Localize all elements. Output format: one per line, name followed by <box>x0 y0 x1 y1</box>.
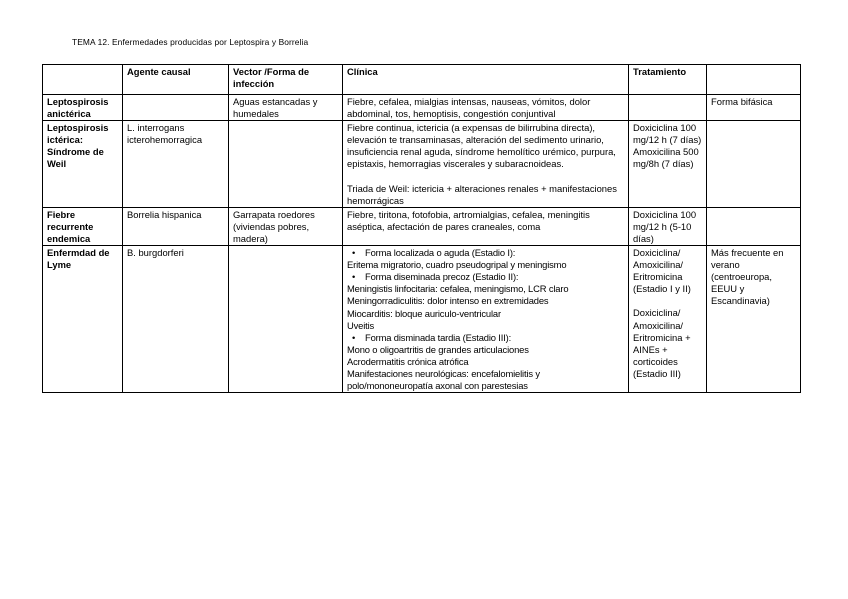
header-vector: Vector /Forma de infección <box>229 65 343 95</box>
clinic-line: Mono o oligoartritis de grandes articulaciones <box>347 343 529 355</box>
stage-list <box>347 247 624 259</box>
header-agent: Agente causal <box>123 65 229 95</box>
cell-disease: Fiebre recurrente endemica <box>43 207 123 245</box>
cell-vector: Aguas estancadas y humedales <box>229 95 343 121</box>
cell-extra <box>707 207 801 245</box>
treatment-line: Doxiciclina/ Amoxicilina/ Eritromicina (Estadio I y II) <box>633 247 691 295</box>
cell-vector <box>229 121 343 208</box>
clinic-line: Acrodermatitis crónica atrófica <box>347 355 469 367</box>
stage-bullet: • Forma disminada tardia (Estadio III): <box>347 332 624 344</box>
cell-clinic: Fiebre, cefalea, mialgias intensas, nauseas, vómitos, dolor abdominal, tos, hemoptisis, congestión conjuntival <box>343 95 629 121</box>
cell-disease: Enfermdad de Lyme <box>43 246 123 393</box>
clinic-line: Meningorradiculitis: dolor intenso en extremidades <box>347 295 549 307</box>
cell-agent: L. interrogans icterohemorragica <box>123 121 229 208</box>
header-disease <box>43 65 123 95</box>
treatment-line: Doxiciclina 100 mg/12 h (7 días) <box>633 122 702 146</box>
cell-treatment: Doxiciclina 100 mg/12 h (5-10 días) <box>629 207 707 245</box>
header-clinic: Clínica <box>343 65 629 95</box>
clinic-paragraph: Fiebre continua, ictericia (a expensas de bilirrubina directa), elevación te transaminasas, alteración del sedimento urinario, insuficiencia renal aguda, síndrome hemolítico urémico, purpura, epistaxis, hemorragias viscerales y subaracnoideas. <box>347 122 616 170</box>
cell-agent <box>123 95 229 121</box>
cell-treatment <box>629 246 707 393</box>
cell-extra: Más frecuente en verano (centroeuropa, EEUU y Escandinavia) <box>707 246 801 393</box>
cell-disease: Leptospirosis ictérica: Síndrome de Weil <box>43 121 123 208</box>
stage-bullet: • Forma diseminada precoz (Estadio II): <box>347 271 624 283</box>
clinic-line: Miocarditis: bloque auriculo-ventricular <box>347 307 501 319</box>
cell-treatment <box>629 95 707 121</box>
table-header-row <box>43 65 801 95</box>
cell-clinic <box>343 246 629 393</box>
clinic-line: Meningistis linfocitaria: cefalea, meningismo, LCR claro <box>347 283 569 295</box>
cell-disease: Leptospirosis anictérica <box>43 95 123 121</box>
cell-clinic <box>343 121 629 208</box>
document-title: TEMA 12. Enfermedades producidas por Leptospira y Borrelia <box>72 37 309 47</box>
table-row <box>43 121 801 208</box>
clinic-line: Manifestaciones neurológicas: encefalomielitis y polo/mononeuropatía axonal con parestesias <box>347 367 540 392</box>
cell-extra: Forma bifásica <box>707 95 801 121</box>
diseases-table <box>42 64 801 393</box>
cell-agent: Borrelia hispanica <box>123 207 229 245</box>
header-extra <box>707 65 801 95</box>
stage-bullet: • Forma localizada o aguda (Estadio I): <box>347 247 624 259</box>
clinic-line: Eritema migratorio, cuadro pseudogripal y meningismo <box>347 259 567 271</box>
cell-vector <box>229 246 343 393</box>
table-row <box>43 95 801 121</box>
cell-agent: B. burgdorferi <box>123 246 229 393</box>
cell-treatment <box>629 121 707 208</box>
treatment-line: Amoxicilina 500 mg/8h (7 días) <box>633 146 699 170</box>
treatment-line: Doxiciclina/ Amoxicilina/ Eritromicina + AINEs + corticoides (Estadio III) <box>633 307 691 379</box>
stage-list <box>347 332 624 344</box>
cell-vector: Garrapata roedores (viviendas pobres, madera) <box>229 207 343 245</box>
cell-extra <box>707 121 801 208</box>
clinic-triad: Triada de Weil: ictericia + alteraciones renales + manifestaciones hemorrágicas <box>347 182 617 206</box>
cell-clinic: Fiebre, tiritona, fotofobia, artromialgias, cefalea, meningitis aséptica, afectación de pares craneales, coma <box>343 207 629 245</box>
stage-list <box>347 271 624 283</box>
table-row <box>43 207 801 245</box>
clinic-line: Uveitis <box>347 319 375 331</box>
header-treatment: Tratamiento <box>629 65 707 95</box>
table-row <box>43 246 801 393</box>
